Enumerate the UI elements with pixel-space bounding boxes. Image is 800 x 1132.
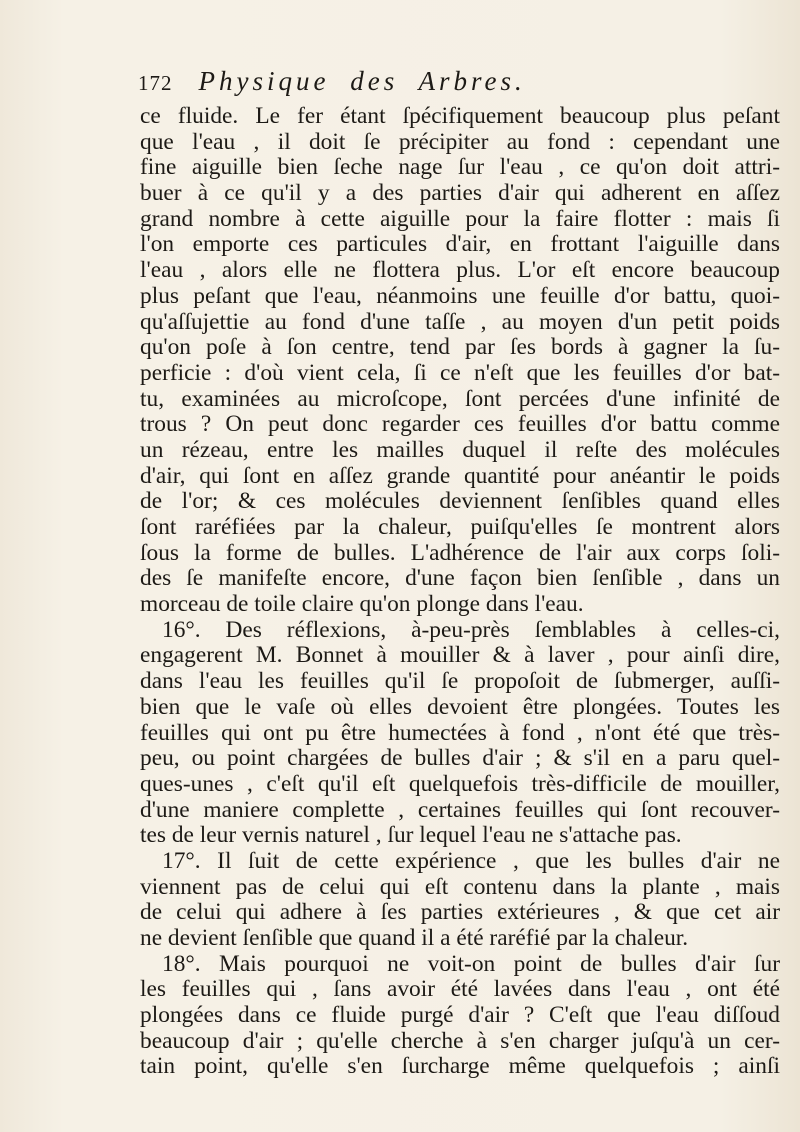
text-line: un rézeau, entre les mailles duquel il reſte des molécules	[140, 436, 780, 463]
text-line: ques-unes , c'eſt qu'il eſt quelquefois très-difficile de mouiller,	[140, 770, 780, 797]
text-line: que l'eau , il doit ſe précipiter au fond : cependant une	[140, 128, 780, 155]
text-line: l'on emporte ces particules d'air, en frottant l'aiguille dans	[140, 231, 780, 258]
text-line: d'air, qui ſont en aſſez grande quantité pour anéantir le poids	[140, 462, 780, 489]
text-line: buer à ce qu'il y a des parties d'air qui adherent en aſſez	[140, 180, 780, 207]
text-line: plus peſant que l'eau, néanmoins une feuille d'or battu, quoi-	[140, 282, 780, 309]
text-line: fine aiguille bien ſeche nage ſur l'eau , ce qu'on doit attri-	[140, 154, 780, 181]
text-line: feuilles qui ont pu être humectées à fond , n'ont été que très-	[140, 719, 780, 746]
text-line: perficie : d'où vient cela, ſi ce n'eſt que les feuilles d'or bat-	[140, 359, 780, 386]
running-title: Physique des Arbres.	[198, 66, 526, 96]
text-line: ne devient ſenſible que quand il a été raréfié par la chaleur.	[140, 925, 689, 951]
text-line: bien que le vaſe où elles devoient être plongées. Toutes les	[140, 693, 780, 720]
text-line: plongées dans ce fluide purgé d'air ? C'eſt que l'eau diſſoud	[140, 1002, 780, 1029]
text-line: 18°. Mais pourquoi ne voit-on point de bulles d'air ſur	[162, 950, 780, 977]
page-header	[138, 66, 778, 100]
text-line: ce fluide. Le fer étant ſpécifiquement beaucoup plus peſant	[140, 103, 780, 129]
text-line: dans l'eau les feuilles qu'il ſe propoſoit de ſubmerger, auſſi-	[140, 668, 780, 695]
text-line: beaucoup d'air ; qu'elle cherche à s'en charger juſqu'à un cer-	[140, 1027, 780, 1054]
text-line: les feuilles qui , ſans avoir été lavées dans l'eau , ont été	[140, 976, 780, 1003]
text-line: d'une maniere complette , certaines feuilles qui ſont recouver-	[140, 796, 780, 823]
text-line: ſont raréfiées par la chaleur, puiſqu'elles ſe montrent alors	[140, 514, 780, 540]
text-line: trous ? On peut donc regarder ces feuilles d'or battu comme	[140, 411, 780, 438]
text-line: engagerent M. Bonnet à mouiller & à laver , pour ainſi dire,	[140, 642, 780, 669]
text-line: 17°. Il ſuit de cette expérience , que les bulles d'air ne	[162, 847, 780, 874]
text-line: tu, examinées au microſcope, ſont percées d'une infinité de	[140, 385, 780, 412]
text-line: l'eau , alors elle ne flottera plus. L'or eſt encore beaucoup	[140, 257, 780, 284]
page-number: 172	[138, 71, 173, 95]
text-line: qu'on poſe à ſon centre, tend par ſes bords à gagner la ſu-	[140, 334, 780, 361]
text-line: tes de leur vernis naturel , ſur lequel l'eau ne s'attache pas.	[140, 822, 682, 849]
text-line: qu'aſſujettie au fond d'une taſſe , au moyen d'un petit poids	[140, 308, 780, 335]
text-line: tain point, qu'elle s'en ſurcharge même quelquefois ; ainſi	[140, 1053, 780, 1080]
text-line: ſous la forme de bulles. L'adhérence de l'air aux corps ſoli-	[140, 539, 780, 566]
text-line: 16°. Des réflexions, à-peu-près ſemblables à celles-ci,	[162, 616, 780, 643]
text-line: des ſe manifeſte encore, d'une façon bien ſenſible , dans un	[140, 565, 780, 592]
text-line: de celui qui adhere à ſes parties extérieures , & que cet air	[140, 899, 780, 926]
text-line: grand nombre à cette aiguille pour la faire flotter : mais ſi	[140, 205, 780, 232]
text-line: morceau de toile claire qu'on plonge dans l'eau.	[140, 591, 584, 618]
body-text	[140, 104, 780, 1080]
text-line: peu, ou point chargées de bulles d'air ; & s'il en a paru quel-	[140, 745, 780, 772]
text-line: viennent pas de celui qui eſt contenu dans la plante , mais	[140, 873, 780, 900]
text-line: de l'or; & ces molécules deviennent ſenſibles quand elles	[140, 488, 780, 515]
